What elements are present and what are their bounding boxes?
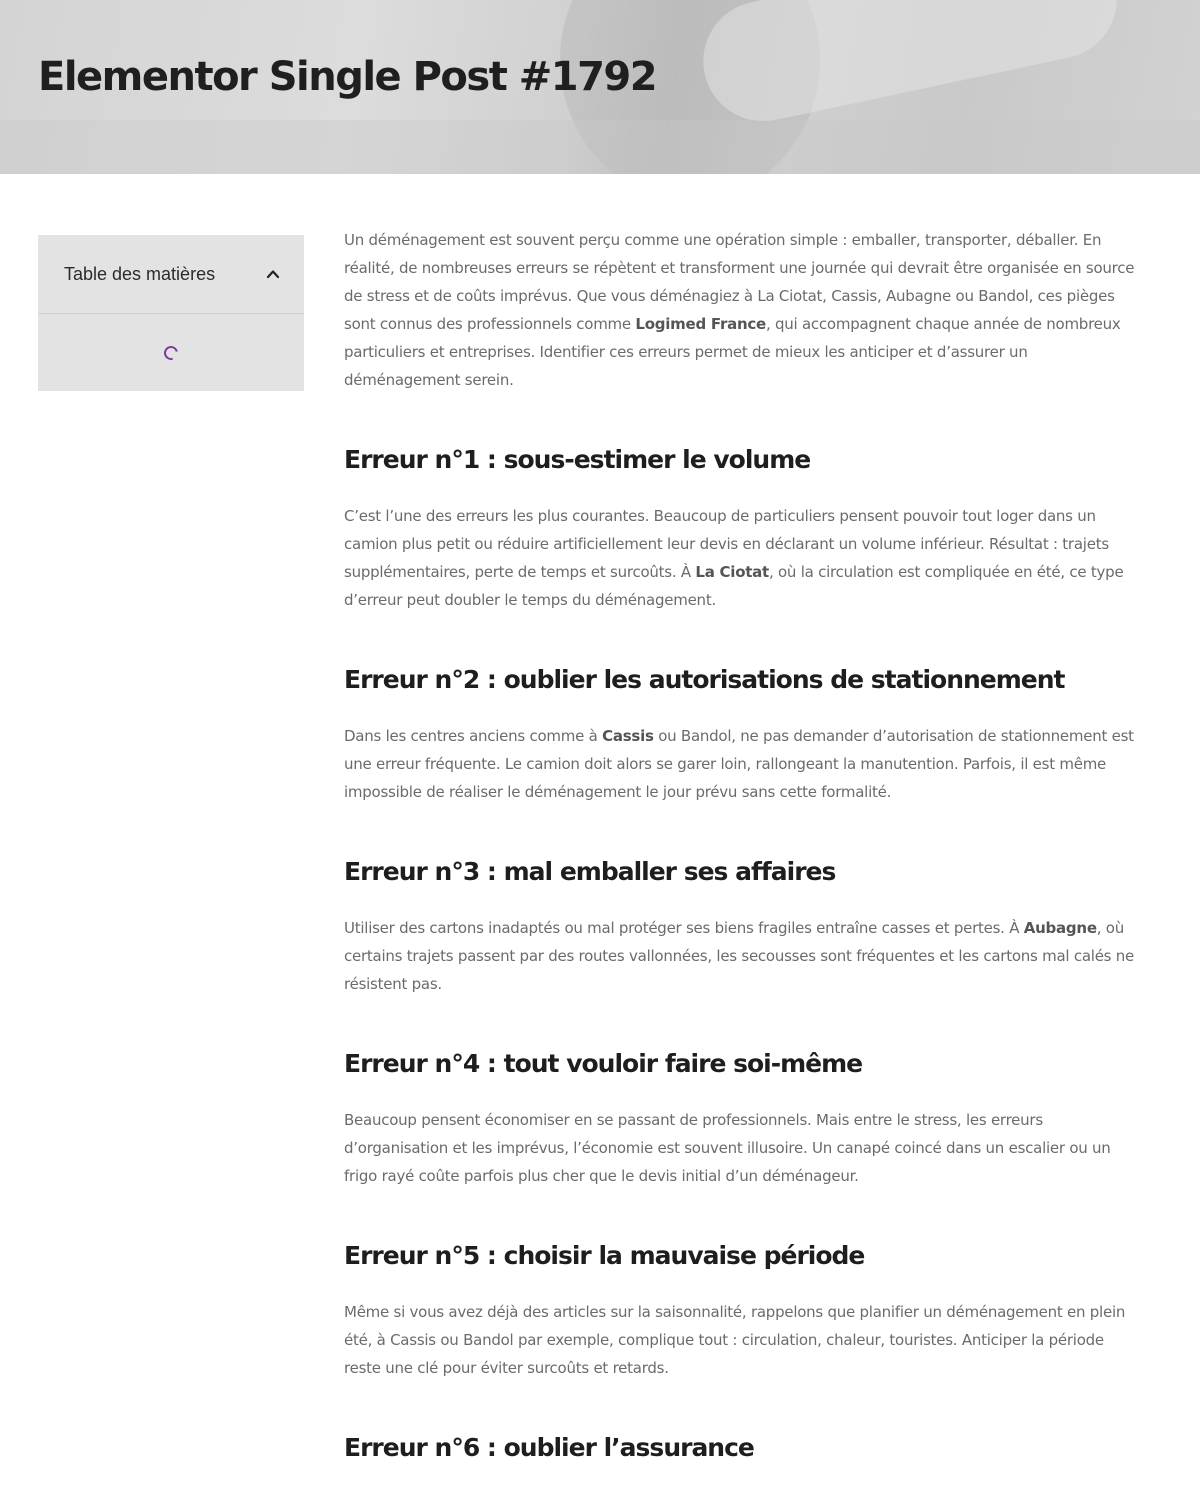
loading-spinner-icon [161,343,180,362]
section-heading-1: Erreur n°1 : sous-estimer le volume [344,445,811,474]
bold-text: Logimed France [635,315,766,333]
section-heading-6: Erreur n°6 : oublier l’assurance [344,1433,754,1462]
page-title: Elementor Single Post #1792 [38,54,657,100]
toc-body [38,314,304,391]
section-paragraph-4: Beaucoup pensent économiser en se passant de professionnels. Mais entre le stress, les erreurs d’organisation et les imprévus, l’économie est souvent illusoire. Un canapé coincé dans un escalier ou un frigo rayé coûte parfois plus cher que le devis initial d’un déménageur. [344,1111,1111,1185]
toc-header[interactable] [38,235,304,314]
section-paragraph-1: C’est l’une des erreurs les plus courantes. Beaucoup de particuliers pensent pouvoir tout loger dans un camion plus petit ou réduire artificiellement leur devis en déclarant un volume inférieur. Résultat : trajets supplémentaires, perte de temps et surcoûts. À La Ciotat, où la circulation est compliquée en été, ce type d’erreur peut doubler le temps du déménagement. [344,507,1124,609]
toc-title: Table des matières [64,263,216,284]
section-paragraph-3: Utiliser des cartons inadaptés ou mal protéger ses biens fragiles entraîne casses et pertes. À Aubagne, où certains trajets passent par des routes vallonnées, les secousses sont fréquentes et les cartons mal calés ne résistent pas. [344,919,1135,993]
hero-background-highlight [692,0,1128,132]
hero-background-band [0,120,1200,174]
bold-text: Cassis [602,727,654,745]
bold-text: Aubagne [1023,919,1097,937]
bold-text: La Ciotat [695,563,769,581]
section-paragraph-2: Dans les centres anciens comme à Cassis ou Bandol, ne pas demander d’autorisation de stationnement est une erreur fréquente. Le camion doit alors se garer loin, rallongeant la manutention. Parfois, il est même impossible de réaliser le déménagement le jour prévu sans cette formalité. [344,727,1134,801]
article-content [344,226,1144,1464]
chevron-up-icon[interactable] [266,267,280,281]
section-heading-3: Erreur n°3 : mal emballer ses affaires [344,857,836,886]
section-heading-5: Erreur n°5 : choisir la mauvaise période [344,1241,865,1270]
section-heading-4: Erreur n°4 : tout vouloir faire soi-même [344,1049,863,1078]
table-of-contents [38,235,304,391]
intro-paragraph: Un déménagement est souvent perçu comme une opération simple : emballer, transporter, déballer. En réalité, de nombreuses erreurs se répètent et transforment une journée qui devrait être organisée en source de stress et de coûts imprévus. Que vous déménagiez à La Ciotat, Cassis, Aubagne ou Bandol, ces pièges sont connus des professionnels comme Logimed France, qui accompagnent chaque année de nombreux particuliers et entreprises. Identifier ces erreurs permet de mieux les anticiper et d’assurer un déménagement serein. [344,231,1135,389]
section-paragraph-5: Même si vous avez déjà des articles sur la saisonnalité, rappelons que planifier un déménagement en plein été, à Cassis ou Bandol par exemple, complique tout : circulation, chaleur, touristes. Anticiper la période reste une clé pour éviter surcoûts et retards. [344,1303,1126,1377]
hero-banner [0,0,1200,174]
section-heading-2: Erreur n°2 : oublier les autorisations de stationnement [344,665,1065,694]
